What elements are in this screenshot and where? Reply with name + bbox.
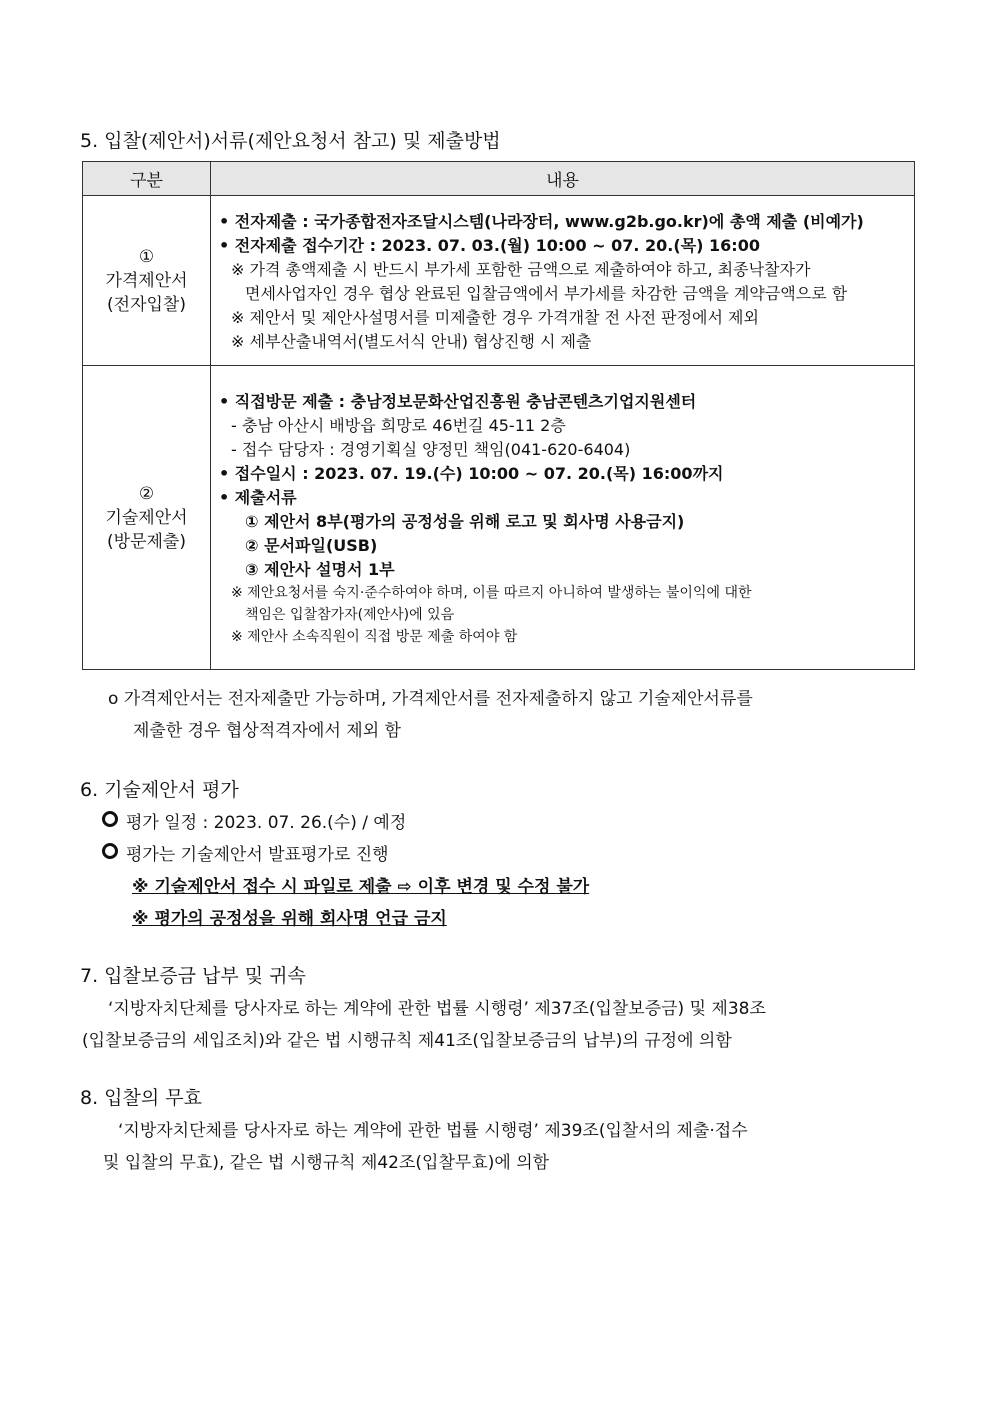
header-category: 구분 [83,162,211,196]
content-line: ※ 제안서 및 제안사설명서를 미제출한 경우 가격개찰 전 사전 판정에서 제외 [231,307,759,327]
content-line: ※ 제안요청서를 숙지·준수하여야 하며, 이를 따르지 아니하여 발생하는 불이익에 대한 [231,584,752,601]
eval-bullet-2-text: 평가는 기술제안서 발표평가로 진행 [126,845,389,865]
note-line-1: o 가격제안서는 전자제출만 가능하며, 가격제안서를 전자제출하지 않고 기술제안서류를 [108,689,753,709]
eval-bullet-1-text: 평가 일정 : 2023. 07. 26.(수) / 예정 [126,813,407,833]
section-8-line-1: ‘지방자치단체를 당사자로 하는 계약에 관한 법률 시행령’ 제39조(입찰서의 제출·접수 [118,1121,748,1141]
eval-bullet-2 [102,840,389,865]
technical-proposal-cell [83,366,211,670]
price-proposal-content [211,196,915,366]
table-header-row [83,162,915,196]
price-proposal-cell [83,196,211,366]
content-line: ※ 가격 총액제출 시 반드시 부가세 포함한 금액으로 제출하여야 하고, 최종낙찰자가 [231,259,811,279]
content-line: • 직접방문 제출 : 충남정보문화산업진흥원 충남콘텐츠기업지원센터 [219,391,697,411]
content-line: ※ 세부산출내역서(별도서식 안내) 협상진행 시 제출 [231,331,592,351]
row-number: ① [138,246,155,267]
content-line: 면세사업자인 경우 협상 완료된 입찰금액에서 부가세를 차감한 금액을 계약금액으로 함 [245,283,848,303]
technical-proposal-content [211,366,915,670]
ring-bullet-icon [102,811,118,827]
header-content: 내용 [211,162,915,196]
row-subname: (전자입찰) [107,294,186,315]
content-line: - 충남 아산시 배방읍 희망로 46번길 45-11 2층 [231,415,566,435]
section-7-title: 7. 입찰보증금 납부 및 귀속 [80,965,306,987]
section-5-title: 5. 입찰(제안서)서류(제안요청서 참고) 및 제출방법 [80,130,501,152]
submission-table [82,161,915,670]
row-name: 기술제안서 [105,507,188,528]
section-6-title: 6. 기술제안서 평가 [80,779,239,801]
table-row-price [83,196,915,366]
row-number: ② [138,483,155,504]
eval-bullet-1 [102,808,406,833]
content-line: ② 문서파일(USB) [245,535,378,555]
content-line: ※ 제안사 소속직원이 직접 방문 제출 하여야 함 [231,628,518,645]
content-line: • 전자제출 : 국가종합전자조달시스템(나라장터, www.g2b.go.kr)에 총액 제출 (비예가) [219,211,864,231]
eval-warning-2: ※ 평가의 공정성을 위해 회사명 언급 금지 [132,909,447,929]
content-line: ① 제안서 8부(평가의 공정성을 위해 로고 및 회사명 사용금지) [245,511,685,531]
content-line: ③ 제안사 설명서 1부 [245,559,395,579]
row-subname: (방문제출) [107,531,186,552]
content-line: • 전자제출 접수기간 : 2023. 07. 03.(월) 10:00 ~ 07. 20.(목) 16:00 [219,235,760,255]
content-line: 책임은 입찰참가자(제안사)에 있음 [245,606,455,623]
table-row-technical [83,366,915,670]
section-8-line-2: 및 입찰의 무효), 같은 법 시행규칙 제42조(입찰무효)에 의함 [103,1153,550,1173]
section-8-title: 8. 입찰의 무효 [80,1087,202,1109]
eval-warning-1: ※ 기술제안서 접수 시 파일로 제출 ⇨ 이후 변경 및 수정 불가 [132,877,590,897]
note-line-2: 제출한 경우 협상적격자에서 제외 함 [133,721,401,741]
row-name: 가격제안서 [105,270,188,291]
section-7-line-2: (입찰보증금의 세입조치)와 같은 법 시행규칙 제41조(입찰보증금의 납부)의 규정에 의함 [82,1031,732,1051]
ring-bullet-icon [102,843,118,859]
content-line: • 접수일시 : 2023. 07. 19.(수) 10:00 ~ 07. 20.(목) 16:00까지 [219,463,724,483]
section-7-line-1: ‘지방자치단체를 당사자로 하는 계약에 관한 법률 시행령’ 제37조(입찰보증금) 및 제38조 [108,999,766,1019]
content-line: • 제출서류 [219,487,297,507]
content-line: - 접수 담당자 : 경영기획실 양정민 책임(041-620-6404) [231,439,631,459]
